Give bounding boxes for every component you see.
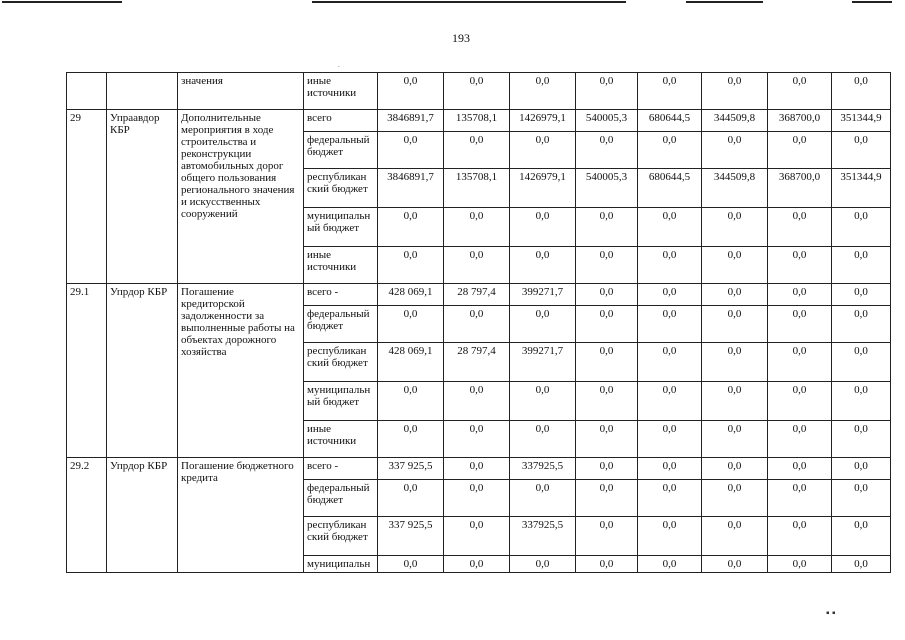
row-index: 29.1 [67, 284, 107, 458]
amount-cell: 1426979,1 [510, 169, 576, 208]
amount-cell: 0,0 [832, 421, 891, 458]
amount-cell: 0,0 [378, 306, 444, 343]
amount-cell: 0,0 [638, 343, 702, 382]
amount-cell: 0,0 [832, 247, 891, 284]
amount-cell: 0,0 [444, 421, 510, 458]
amount-cell: 0,0 [702, 247, 768, 284]
amount-cell: 399271,7 [510, 284, 576, 306]
amount-cell: 0,0 [832, 208, 891, 247]
amount-cell: 135708,1 [444, 110, 510, 132]
funding-source: республикан ский бюджет [304, 343, 378, 382]
amount-cell: 0,0 [768, 517, 832, 556]
amount-cell: 0,0 [768, 458, 832, 480]
amount-cell: 0,0 [576, 382, 638, 421]
amount-cell: 0,0 [378, 247, 444, 284]
funding-source: республикан ский бюджет [304, 517, 378, 556]
amount-cell: 0,0 [510, 247, 576, 284]
amount-cell: 351344,9 [832, 110, 891, 132]
funding-source: иные источники [304, 421, 378, 458]
amount-cell: 0,0 [768, 343, 832, 382]
executor-cell: Упрдор КБР [107, 284, 178, 458]
funding-source: республикан ский бюджет [304, 169, 378, 208]
amount-cell: 1426979,1 [510, 110, 576, 132]
scan-speck: ▪ ▪ [826, 608, 836, 619]
amount-cell: 0,0 [444, 556, 510, 573]
amount-cell: 0,0 [638, 306, 702, 343]
amount-cell: 28 797,4 [444, 284, 510, 306]
amount-cell: 0,0 [768, 556, 832, 573]
scan-edge-line [2, 1, 122, 3]
amount-cell: 0,0 [510, 421, 576, 458]
amount-cell: 0,0 [702, 382, 768, 421]
amount-cell: 0,0 [702, 208, 768, 247]
amount-cell: 0,0 [378, 421, 444, 458]
amount-cell: 428 069,1 [378, 284, 444, 306]
executor-cell: Упраавдор КБР [107, 110, 178, 284]
amount-cell: 0,0 [576, 458, 638, 480]
amount-cell: 344509,8 [702, 110, 768, 132]
funding-source: федеральный бюджет [304, 480, 378, 517]
amount-cell: 0,0 [702, 132, 768, 169]
amount-cell: 0,0 [576, 517, 638, 556]
amount-cell: 399271,7 [510, 343, 576, 382]
amount-cell: 0,0 [702, 421, 768, 458]
amount-cell: 0,0 [444, 517, 510, 556]
amount-cell: 680644,5 [638, 169, 702, 208]
page-number: 193 [452, 31, 470, 45]
funding-source: муниципальн ый бюджет [304, 382, 378, 421]
amount-cell: 0,0 [378, 480, 444, 517]
amount-cell: 0,0 [638, 480, 702, 517]
amount-cell: 337 925,5 [378, 517, 444, 556]
amount-cell: 0,0 [444, 73, 510, 110]
amount-cell: 0,0 [576, 421, 638, 458]
measure-description: Погашение бюджетного кредита [178, 458, 304, 573]
amount-cell: 0,0 [768, 132, 832, 169]
scan-edge-line [686, 1, 763, 3]
amount-cell: 0,0 [444, 306, 510, 343]
table-row [67, 458, 891, 480]
amount-cell: 0,0 [638, 556, 702, 573]
amount-cell: 0,0 [702, 343, 768, 382]
amount-cell: 0,0 [510, 382, 576, 421]
amount-cell: 0,0 [638, 73, 702, 110]
amount-cell: 0,0 [576, 480, 638, 517]
amount-cell: 0,0 [378, 208, 444, 247]
executor-cell [107, 73, 178, 110]
amount-cell: 0,0 [576, 306, 638, 343]
scan-speck: . [338, 61, 340, 69]
amount-cell: 0,0 [832, 132, 891, 169]
amount-cell: 0,0 [576, 343, 638, 382]
row-index [67, 73, 107, 110]
amount-cell: 0,0 [768, 73, 832, 110]
amount-cell: 0,0 [576, 208, 638, 247]
amount-cell: 351344,9 [832, 169, 891, 208]
amount-cell: 0,0 [832, 284, 891, 306]
funding-source: иные источники [304, 73, 378, 110]
amount-cell: 0,0 [832, 73, 891, 110]
amount-cell: 0,0 [702, 556, 768, 573]
row-index: 29.2 [67, 458, 107, 573]
amount-cell: 28 797,4 [444, 343, 510, 382]
amount-cell: 0,0 [576, 73, 638, 110]
measure-description: Дополнительные мероприятия в ходе строительства и реконструкции автомобильных дорог общего пользования регионального значения и искусственных сооружений [178, 110, 304, 284]
table-row [67, 73, 891, 110]
funding-source: федеральный бюджет [304, 306, 378, 343]
amount-cell: 428 069,1 [378, 343, 444, 382]
amount-cell: 0,0 [768, 421, 832, 458]
amount-cell: 0,0 [378, 73, 444, 110]
amount-cell: 0,0 [510, 556, 576, 573]
amount-cell: 135708,1 [444, 169, 510, 208]
amount-cell: 0,0 [832, 382, 891, 421]
amount-cell: 0,0 [444, 458, 510, 480]
amount-cell: 0,0 [378, 556, 444, 573]
amount-cell: 337925,5 [510, 517, 576, 556]
amount-cell: 0,0 [444, 247, 510, 284]
funding-source: всего [304, 110, 378, 132]
amount-cell: 0,0 [510, 480, 576, 517]
funding-source: муниципальн ый бюджет [304, 208, 378, 247]
amount-cell: 0,0 [638, 517, 702, 556]
amount-cell: 344509,8 [702, 169, 768, 208]
amount-cell: 0,0 [510, 73, 576, 110]
amount-cell: 0,0 [576, 247, 638, 284]
amount-cell: 0,0 [638, 382, 702, 421]
amount-cell: 0,0 [576, 556, 638, 573]
amount-cell: 0,0 [832, 343, 891, 382]
amount-cell: 337925,5 [510, 458, 576, 480]
funding-source: муниципальн [304, 556, 378, 573]
amount-cell: 0,0 [510, 306, 576, 343]
amount-cell: 337 925,5 [378, 458, 444, 480]
amount-cell: 0,0 [378, 382, 444, 421]
table-row [67, 110, 891, 132]
scan-edge-line [852, 1, 892, 3]
amount-cell: 0,0 [510, 208, 576, 247]
amount-cell: 0,0 [444, 208, 510, 247]
funding-source: всего - [304, 458, 378, 480]
amount-cell: 0,0 [768, 284, 832, 306]
row-index: 29 [67, 110, 107, 284]
amount-cell: 0,0 [702, 73, 768, 110]
amount-cell: 0,0 [702, 458, 768, 480]
budget-table [66, 72, 891, 573]
amount-cell: 0,0 [576, 284, 638, 306]
amount-cell: 0,0 [638, 132, 702, 169]
amount-cell: 0,0 [832, 306, 891, 343]
amount-cell: 0,0 [768, 382, 832, 421]
amount-cell: 0,0 [832, 517, 891, 556]
amount-cell: 0,0 [768, 247, 832, 284]
amount-cell: 680644,5 [638, 110, 702, 132]
amount-cell: 0,0 [702, 517, 768, 556]
amount-cell: 0,0 [832, 556, 891, 573]
amount-cell: 540005,3 [576, 169, 638, 208]
amount-cell: 0,0 [444, 382, 510, 421]
budget-table-body [67, 73, 891, 573]
amount-cell: 0,0 [832, 480, 891, 517]
amount-cell: 0,0 [768, 480, 832, 517]
amount-cell: 0,0 [768, 208, 832, 247]
amount-cell: 0,0 [444, 132, 510, 169]
table-row [67, 284, 891, 306]
amount-cell: 0,0 [378, 132, 444, 169]
amount-cell: 0,0 [510, 132, 576, 169]
amount-cell: 368700,0 [768, 110, 832, 132]
amount-cell: 0,0 [768, 306, 832, 343]
executor-cell: Упрдор КБР [107, 458, 178, 573]
amount-cell: 0,0 [638, 247, 702, 284]
amount-cell: 0,0 [702, 284, 768, 306]
amount-cell: 540005,3 [576, 110, 638, 132]
amount-cell: 0,0 [638, 208, 702, 247]
amount-cell: 0,0 [702, 306, 768, 343]
amount-cell: 0,0 [702, 480, 768, 517]
amount-cell: 368700,0 [768, 169, 832, 208]
measure-description: Погашение кредиторской задолженности за выполненные работы на объектах дорожного хозяйства [178, 284, 304, 458]
amount-cell: 0,0 [638, 421, 702, 458]
measure-description: значения [178, 73, 304, 110]
amount-cell: 0,0 [638, 284, 702, 306]
amount-cell: 3846891,7 [378, 110, 444, 132]
funding-source: федеральный бюджет [304, 132, 378, 169]
amount-cell: 0,0 [832, 458, 891, 480]
amount-cell: 0,0 [576, 132, 638, 169]
funding-source: всего - [304, 284, 378, 306]
amount-cell: 3846891,7 [378, 169, 444, 208]
amount-cell: 0,0 [638, 458, 702, 480]
funding-source: иные источники [304, 247, 378, 284]
scan-edge-line [312, 1, 626, 3]
amount-cell: 0,0 [444, 480, 510, 517]
